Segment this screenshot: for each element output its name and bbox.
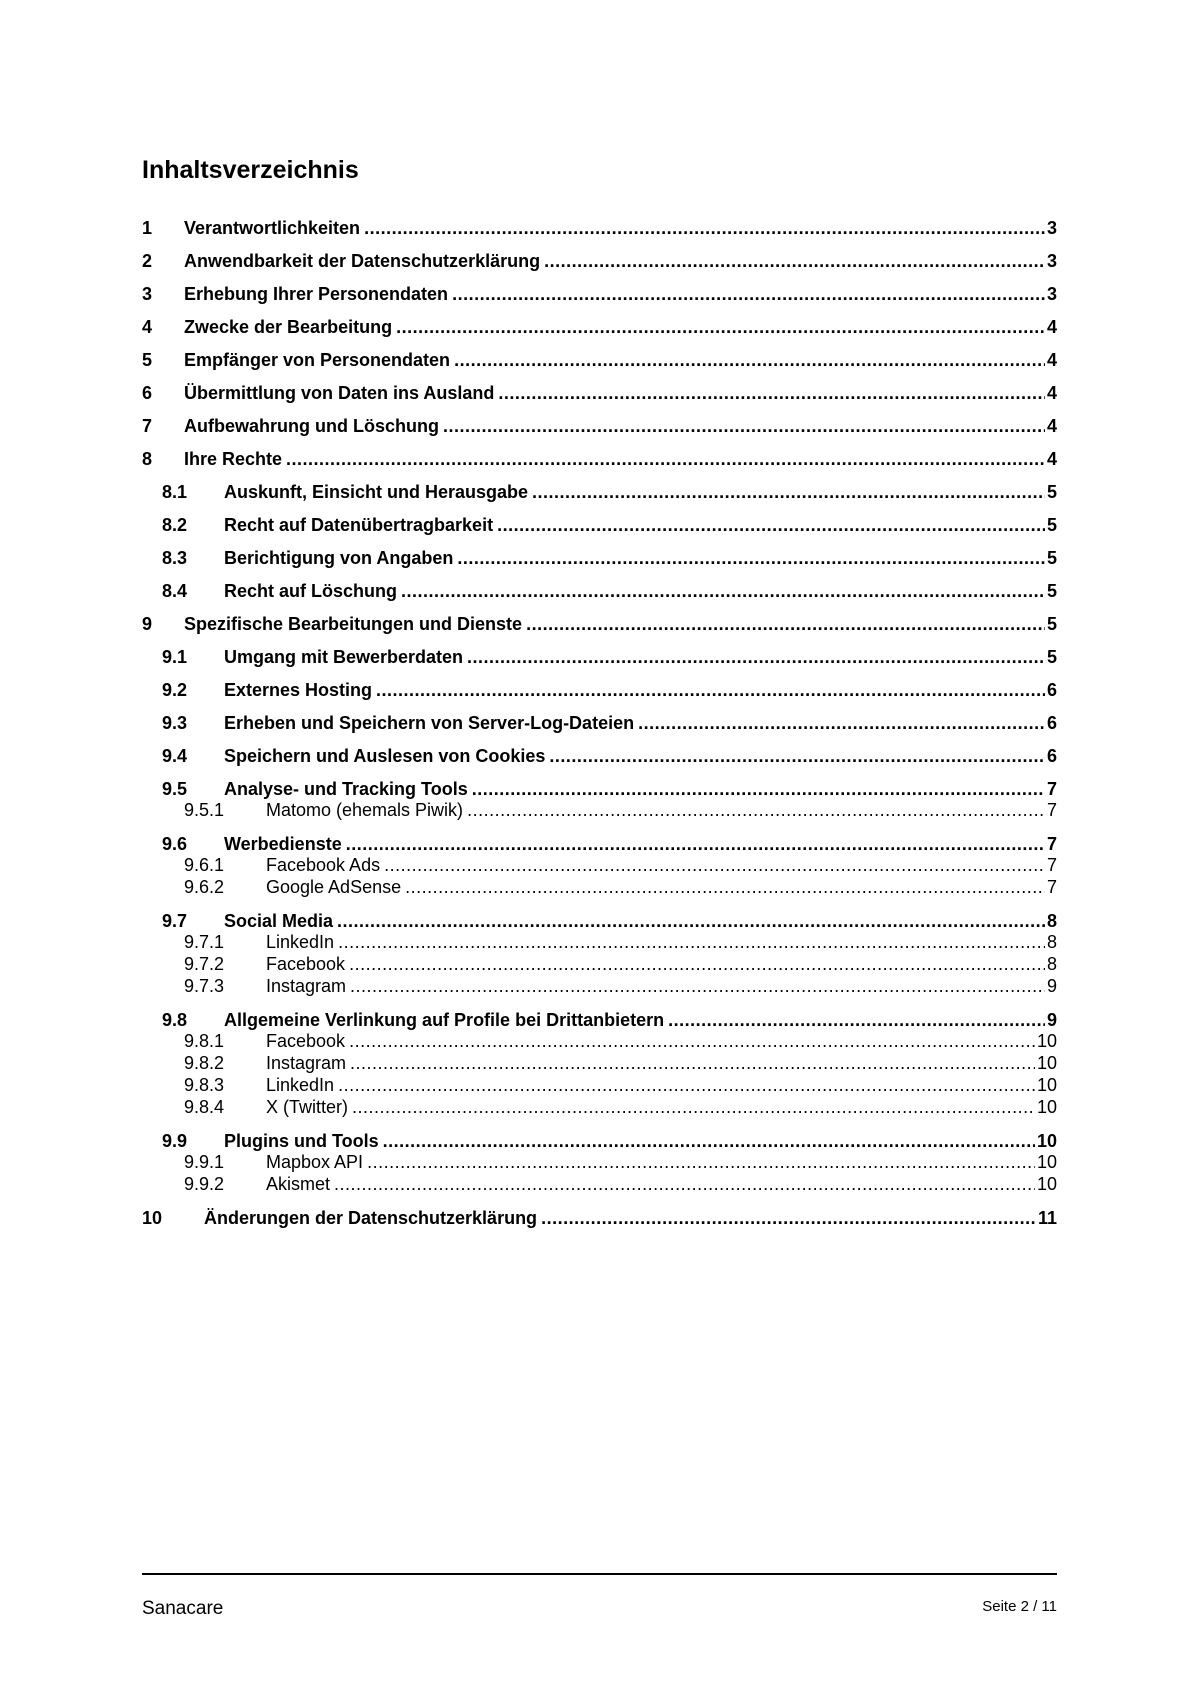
toc-entry[interactable] [142,909,1057,933]
toc-leader-dots [472,777,1045,801]
toc-entry[interactable] [142,799,1057,821]
toc-entry-page: 3 [1046,284,1057,304]
toc-entry-number: 8 [142,449,153,469]
toc-entry-number: 8.3 [162,548,188,568]
toc-entry[interactable] [142,832,1057,856]
toc-entry[interactable] [142,546,1057,570]
toc-entry-page: 4 [1046,416,1057,436]
toc-leader-dots [549,744,1045,768]
toc-entry[interactable] [142,1030,1057,1052]
toc-entry-number: 9.4 [162,746,188,766]
toc-entry-number: 9.7.3 [184,976,225,996]
toc-entry-title: Speichern und Auslesen von Cookies [224,746,546,766]
page-title: Inhaltsverzeichnis [142,156,359,184]
toc-entry[interactable] [142,1129,1057,1153]
toc-entry-title: X (Twitter) [266,1097,349,1117]
toc-entry[interactable] [142,249,1057,273]
toc-entry[interactable] [142,414,1057,438]
toc-leader-dots [467,799,1045,821]
toc-entry-title: Recht auf Löschung [224,581,398,601]
toc-entry-title: Google AdSense [266,877,402,897]
toc-leader-dots [498,381,1045,405]
toc-entry-title: Akismet [266,1174,331,1194]
toc-entry-page: 7 [1046,855,1057,875]
toc-entry-number: 10 [142,1208,163,1228]
toc-entry-title: Übermittlung von Daten ins Ausland [184,383,495,403]
toc-entry-page: 7 [1046,779,1057,799]
toc-entry-page: 11 [1037,1208,1057,1228]
toc-entry-number: 9.8.2 [184,1053,225,1073]
toc-entry-page: 5 [1046,581,1057,601]
toc-leader-dots [338,931,1045,953]
toc-entry-title: Externes Hosting [224,680,373,700]
toc-entry-number: 9.8 [162,1010,188,1030]
toc-leader-dots [401,579,1045,603]
toc-entry-title: Werbedienste [224,834,342,854]
toc-entry-number: 5 [142,350,153,370]
toc-entry-title: Ihre Rechte [184,449,283,469]
toc-entry[interactable] [142,876,1057,898]
toc-entry-title: Mapbox API [266,1152,364,1172]
toc-entry-title: Erheben und Speichern von Server-Log-Dateien [224,713,635,733]
toc-entry-number: 4 [142,317,153,337]
toc-entry-page: 8 [1046,932,1057,952]
toc-entry[interactable] [142,1074,1057,1096]
toc-entry-number: 6 [142,383,153,403]
toc-entry-title: Allgemeine Verlinkung auf Profile bei Drittanbietern [224,1010,665,1030]
toc-entry-page: 7 [1046,877,1057,897]
toc-leader-dots [454,348,1045,372]
toc-leader-dots [532,480,1045,504]
toc-entry-number: 8.2 [162,515,188,535]
toc-entry-number: 8.1 [162,482,188,502]
toc-entry-number: 9.7 [162,911,188,931]
toc-entry-title: Instagram [266,1053,347,1073]
toc-entry[interactable] [142,381,1057,405]
toc-entry[interactable] [142,975,1057,997]
toc-entry[interactable] [142,1151,1057,1173]
toc-leader-dots [443,414,1045,438]
toc-entry-number: 9.6.1 [184,855,225,875]
toc-entry-page: 10 [1036,1152,1057,1172]
toc-entry-number: 9.9.1 [184,1152,225,1172]
toc-entry-page: 10 [1036,1097,1057,1117]
toc-entry-number: 9.5.1 [184,800,225,820]
toc-entry-title: Instagram [266,976,347,996]
toc-entry[interactable] [142,777,1057,801]
toc-entry[interactable] [142,513,1057,537]
toc-entry-number: 9.8.3 [184,1075,225,1095]
toc-leader-dots [367,1151,1035,1173]
toc-entry-title: Recht auf Datenübertragbarkeit [224,515,494,535]
toc-entry[interactable] [142,480,1057,504]
toc-entry-page: 10 [1036,1131,1057,1151]
toc-entry[interactable] [142,447,1057,471]
toc-entry-number: 9.6 [162,834,188,854]
toc-entry-title: LinkedIn [266,1075,335,1095]
toc-entry-page: 5 [1046,647,1057,667]
toc-entry-title: Verantwortlichkeiten [184,218,361,238]
toc-entry-title: Zwecke der Bearbeitung [184,317,393,337]
toc-entry[interactable] [142,612,1057,636]
toc-entry-number: 9.8.1 [184,1031,225,1051]
toc-entry-page: 5 [1046,614,1057,634]
toc-leader-dots [346,832,1045,856]
toc-entry-number: 2 [142,251,153,271]
toc-entry-page: 6 [1046,680,1057,700]
footer-page-number: Seite 2 / 11 [982,1598,1057,1615]
toc-entry-number: 9.3 [162,713,188,733]
toc-leader-dots [384,854,1045,876]
toc-entry-number: 9.1 [162,647,188,667]
toc-entry[interactable] [142,1008,1057,1032]
toc-entry[interactable] [142,645,1057,669]
toc-entry-page: 5 [1046,548,1057,568]
toc-entry-page: 7 [1046,834,1057,854]
toc-entry-number: 9.6.2 [184,877,225,897]
toc-leader-dots [396,315,1045,339]
toc-leader-dots [337,909,1045,933]
toc-entry[interactable] [142,1173,1057,1195]
toc-entry-page: 4 [1046,350,1057,370]
toc-entry[interactable] [142,1052,1057,1074]
toc-entry-page: 10 [1036,1031,1057,1051]
toc-entry-page: 5 [1046,515,1057,535]
toc-entry-page: 10 [1036,1053,1057,1073]
toc-entry[interactable] [142,282,1057,306]
toc-leader-dots [383,1129,1035,1153]
toc-entry-number: 9.8.4 [184,1097,225,1117]
toc-entry-title: Erhebung Ihrer Personendaten [184,284,449,304]
toc-entry[interactable] [142,711,1057,735]
toc-entry-number: 7 [142,416,153,436]
toc-entry-page: 4 [1046,449,1057,469]
toc-entry[interactable] [142,744,1057,768]
toc-entry-title: Auskunft, Einsicht und Herausgabe [224,482,529,502]
toc-leader-dots [364,216,1045,240]
toc-leader-dots [350,1052,1035,1074]
toc-entry[interactable] [142,315,1057,339]
toc-leader-dots [467,645,1045,669]
toc-leader-dots [405,876,1045,898]
toc-entry-page: 3 [1046,251,1057,271]
toc-entry-number: 9 [142,614,153,634]
toc-entry-page: 9 [1046,1010,1057,1030]
toc-entry-number: 9.2 [162,680,188,700]
toc-entry-title: Empfänger von Personendaten [184,350,451,370]
toc-entry-title: Berichtigung von Angaben [224,548,454,568]
toc-entry-title: Facebook [266,1031,346,1051]
toc-leader-dots [544,249,1045,273]
toc-leader-dots [286,447,1045,471]
toc-entry-number: 1 [142,218,153,238]
toc-entry-page: 5 [1046,482,1057,502]
toc-entry-title: Analyse- und Tracking Tools [224,779,468,799]
toc-entry-page: 4 [1046,383,1057,403]
toc-entry-page: 3 [1046,218,1057,238]
toc-entry[interactable] [142,678,1057,702]
toc-leader-dots [376,678,1045,702]
toc-entry[interactable] [142,1206,1057,1230]
toc-leader-dots [497,513,1045,537]
toc-entry-page: 4 [1046,317,1057,337]
toc-entry-number: 9.9.2 [184,1174,225,1194]
toc-entry-title: Facebook Ads [266,855,381,875]
toc-entry-title: LinkedIn [266,932,335,952]
toc-entry-title: Änderungen der Datenschutzerklärung [204,1208,538,1228]
toc-leader-dots [668,1008,1045,1032]
toc-entry-page: 9 [1046,976,1057,996]
toc-entry-title: Social Media [224,911,334,931]
toc-entry-title: Matomo (ehemals Piwik) [266,800,464,820]
toc-entry-page: 8 [1046,954,1057,974]
toc-entry[interactable] [142,1096,1057,1118]
toc-leader-dots [526,612,1045,636]
toc-leader-dots [541,1206,1036,1230]
toc-entry-page: 7 [1046,800,1057,820]
footer-company: Sanacare [142,1598,224,1619]
footer-divider [142,1573,1057,1575]
toc-entry-title: Facebook [266,954,346,974]
toc-entry[interactable] [142,348,1057,372]
toc-entry-number: 9.9 [162,1131,188,1151]
toc-entry-title: Aufbewahrung und Löschung [184,416,439,436]
toc-entry-number: 3 [142,284,153,304]
toc-leader-dots [352,1096,1035,1118]
toc-entry-page: 8 [1046,911,1057,931]
toc-leader-dots [452,282,1045,306]
toc-entry[interactable] [142,854,1057,876]
toc-entry-page: 6 [1046,713,1057,733]
toc-leader-dots [638,711,1045,735]
toc-entry-page: 6 [1046,746,1057,766]
toc-entry-title: Umgang mit Bewerberdaten [224,647,464,667]
toc-entry-number: 9.7.2 [184,954,225,974]
toc-entry-page: 10 [1036,1075,1057,1095]
toc-entry[interactable] [142,953,1057,975]
toc-leader-dots [350,975,1045,997]
toc-entry-number: 9.5 [162,779,188,799]
toc-entry-number: 9.7.1 [184,932,225,952]
toc-leader-dots [338,1074,1035,1096]
toc-leader-dots [334,1173,1035,1195]
toc-entry-title: Plugins und Tools [224,1131,379,1151]
toc-entry[interactable] [142,216,1057,240]
toc-entry[interactable] [142,931,1057,953]
toc-entry-title: Spezifische Bearbeitungen und Dienste [184,614,523,634]
toc-leader-dots [349,1030,1035,1052]
toc-entry-page: 10 [1036,1174,1057,1194]
toc-entry[interactable] [142,579,1057,603]
toc-entry-title: Anwendbarkeit der Datenschutzerklärung [184,251,541,271]
toc-entry-number: 8.4 [162,581,188,601]
toc-leader-dots [349,953,1045,975]
toc-leader-dots [457,546,1045,570]
